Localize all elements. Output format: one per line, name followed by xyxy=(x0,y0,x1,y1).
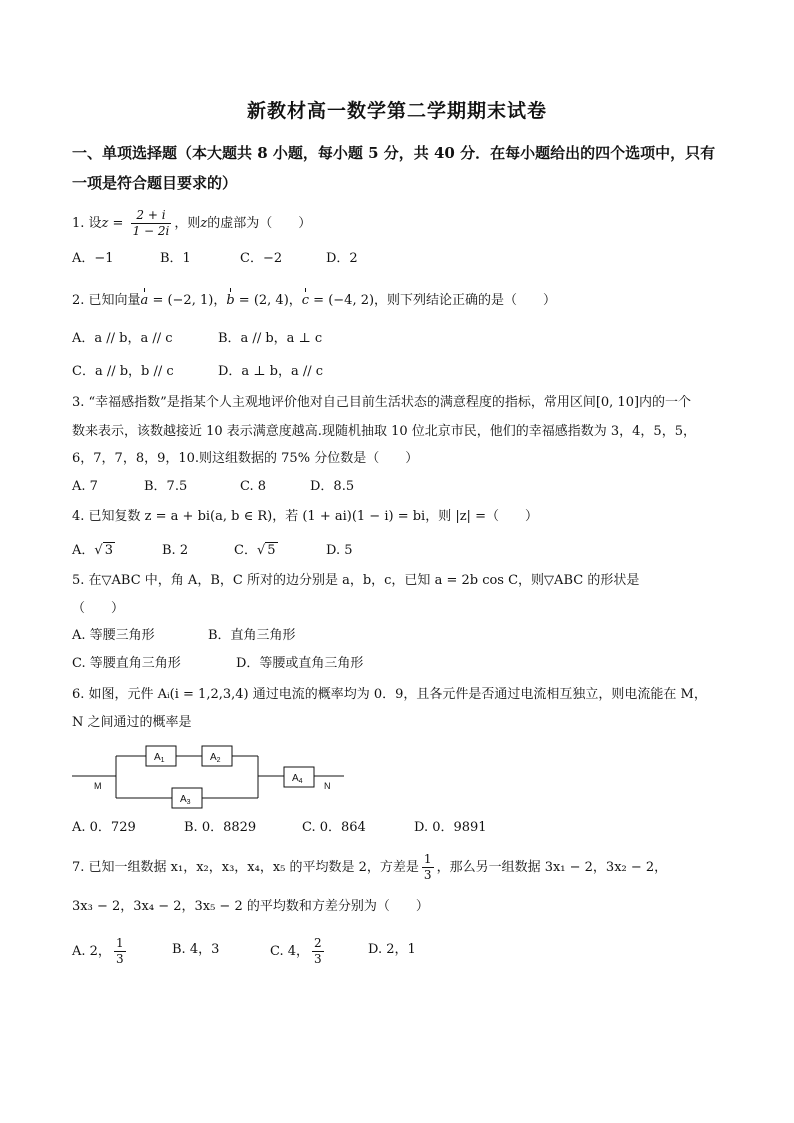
question-2-stem: 2. 已知向量a = (−2, 1)，b = (2, 4)，c = (−4, 2)，则下列结论正确的是（ ） xyxy=(72,291,556,311)
label-n: N xyxy=(324,781,331,791)
question-1-stem: 1. 设z = $\frac{2 + i}{1 - 2i}$ ，则z的虚部为（ ） xyxy=(72,208,312,238)
question-7-line-2: 3x₃ − 2，3x₄ − 2，3x₅ − 2 的平均数和方差分别为（ ） xyxy=(72,899,429,914)
q2-option-a: A．a // b，a // c xyxy=(72,331,173,346)
q5-option-b: B．直角三角形 xyxy=(208,628,296,643)
q6-option-d: D. 0．9891 xyxy=(414,820,487,835)
q2-option-d: D．a ⊥ b，a // c xyxy=(218,364,324,379)
q4-option-a: A．√ 3 xyxy=(72,543,113,558)
question-6-line-1: 6. 如图，元件 Aᵢ(i = 1,2,3,4) 通过电流的概率均为 0．9，且各元件是否通过电流相互独立，则电流能在 M， xyxy=(72,687,707,702)
q7-option-b: B. 4，3 xyxy=(172,942,220,957)
q3-option-d: D．8.5 xyxy=(310,479,355,494)
question-3-line-1: 3. “幸福感指数”是指某个人主观地评价他对自己目前生活状态的满意程度的指标，常用区间[0, 10]内的一个 xyxy=(72,395,692,410)
q3-option-c: C. 8 xyxy=(240,479,267,494)
q4-option-c: C．√ 5 xyxy=(234,543,276,558)
q6-option-b: B. 0．8829 xyxy=(184,820,257,835)
q7-option-a: A. 2， $\frac{1}{3}$ xyxy=(72,936,124,966)
q4-option-d: D. 5 xyxy=(326,543,353,558)
q1-option-a: A．−1 xyxy=(72,251,114,266)
q2-option-c: C．a // b，b // c xyxy=(72,364,174,379)
q1-fraction: $\frac{2 + i}{1 - 2i}$ xyxy=(132,208,170,238)
q4-option-b: B. 2 xyxy=(162,543,189,558)
question-6-line-2: N 之间通过的概率是 xyxy=(72,715,192,730)
q3-option-a: A. 7 xyxy=(72,479,98,494)
circuit-diagram xyxy=(72,738,352,814)
label-a3: $A_3$ xyxy=(180,794,191,806)
label-a2: $A_2$ xyxy=(210,752,221,764)
q6-option-c: C. 0．864 xyxy=(302,820,366,835)
question-4-stem: 4. 已知复数 z = a + bi(a, b ∈ R)，若 (1 + ai)(1 − i) = bi，则 |z| =（ ） xyxy=(72,509,538,524)
q1-option-c: C．−2 xyxy=(240,251,283,266)
q5-option-a: A. 等腰三角形 xyxy=(72,628,155,643)
q1-option-b: B．1 xyxy=(160,251,191,266)
label-m: M xyxy=(94,781,102,791)
q7-variance-fraction: $\frac{1}{3}$ xyxy=(423,852,432,882)
label-a4: $A_4$ xyxy=(292,773,303,785)
question-3-line-2: 数来表示，该数越接近 10 表示满意度越高.现随机抽取 10 位北京市民，他们的幸福感指数为 3，4，5，5， xyxy=(72,424,696,439)
question-5-line-1: 5. 在▽ABC 中，角 A，B，C 所对的边分别是 a，b，c，已知 a = 2b cos C，则▽ABC 的形状是 xyxy=(72,573,640,588)
q5-option-d: D．等腰或直角三角形 xyxy=(236,656,364,671)
q3-option-b: B．7.5 xyxy=(144,479,188,494)
section-header: 一、单项选择题（本大题共 8 小题，每小题 5 分，共 40 分．在每小题给出的四个选项中，只有一项是符合题目要求的） xyxy=(72,144,716,192)
question-5-line-2: （ ） xyxy=(72,601,125,616)
label-a1: $A_1$ xyxy=(154,752,165,764)
q5-option-c: C. 等腰直角三角形 xyxy=(72,656,181,671)
question-7-line-1: 7. 已知一组数据 x₁，x₂，x₃，x₄，x₅ 的平均数是 2，方差是 $\frac{1}{3}$ ，那么另一组数据 3x₁ − 2，3x₂ − 2， xyxy=(72,852,668,882)
question-3-line-3: 6，7，7，8，9，10.则这组数据的 75% 分位数是（ ） xyxy=(72,451,419,466)
q7-option-c: C. 4， $\frac{2}{3}$ xyxy=(270,936,322,966)
q7-option-d: D. 2，1 xyxy=(368,942,416,957)
q1-option-d: D．2 xyxy=(326,251,358,266)
page-title: 新教材高一数学第二学期期末试卷 xyxy=(246,100,547,122)
q2-option-b: B．a // b，a ⊥ c xyxy=(218,331,323,346)
q6-option-a: A. 0．729 xyxy=(72,820,136,835)
